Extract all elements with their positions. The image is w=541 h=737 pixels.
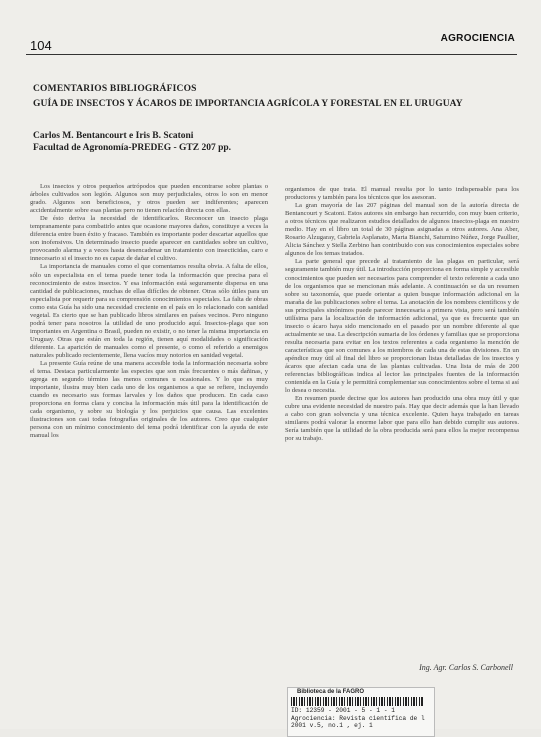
label-id: ID: 12359 - 2001 - 5 - 1 - 1 [291,707,395,715]
header-rule [26,54,517,55]
paragraph: De ésto deriva la necesidad de identificarlos. Reconocer un insecto plaga tempranamente para combatirlo antes que ocasione mayores daños, constituye a veces la diferencia entre buen éxito y fracaso. También es importante poder descartar aquellos que son inofensivos. Un determinado insecto puede aparecer en cantidades sobre un cultivo, provocando alarma y a veces hasta desencadenar un tratamiento con insecticidas, caro e innecesario si el insecto no es capaz de dañar el cultivo. [30,215,268,263]
paragraph: La parte general que precede al tratamiento de las plagas en particular, será seguramente también muy útil. La introducción proporciona en forma simple y accesible conocimientos que pueden ser necesarios para comprender el texto referente a cada uno de los organismos que se mencionan más adelante. A continuación se da un resumen sobre su taxonomía, que puede orientar a quien busque información adicional en la maraña de las publicaciones sobre el tema. La anotación de los nombres científicos y de sus principales sinónimos puede parecer innecesaria a primera vista, pero será también utilísima para la localización de información adicional, ya que es frecuente que un insecto o ácaro haya sido mencionado en el pasado por un nombre diferente al que actualmente se usa. La descripción sumaria de los órdenes y familias que se proporciona resulta necesaria para evitar en los textos referentes a cada organismo la mención de características que son comunes a los miembros de cada una de estas divisiones. En un apéndice muy útil al final del libro se proporcionan listas detalladas de los insectos y ácaros que afectan cada una de las plantas cultivadas. Una lista de más de 200 referencias bibliográficas indica al lector las principales fuentes de la información contenida en la Guía y le permitirá complementar sus conocimientos sobre el tema si así lo desea o necesita. [285,258,520,395]
section-title: COMENTARIOS BIBLIOGRÁFICOS [33,84,197,94]
paragraph: organismos de que trata. El manual resulta por lo tanto indispensable para los productores y también para los técnicos que los asesoran. [285,186,519,202]
barcode [291,697,424,706]
authors: Carlos M. Bentancourt e Iris B. Scatoni [33,131,194,141]
left-column [30,183,268,441]
right-column [285,186,519,444]
affiliation: Facultad de Agronomía-PREDEG - GTZ 207 pp. [33,143,232,153]
journal-name: AGROCIENCIA [440,33,515,44]
paragraph: La gran mayoría de las 207 páginas del manual son de la autoría directa de Bentancourt y Scatoni. Estos autores sin embargo han recurrido, con muy buen criterio, a otros técnicos que realizaron estudios detallados de algunos insectos-plaga en nuestro medio. Hay en el libro un total de 30 páginas asignadas a otros autores. Ana Aber, Rosario Alzugaray, Gabriela Asplanato, Marta Bianchi, Saturnino Núñez, Jorge Paullier, Alicia Sánchez y Stella Zerbino han contribuido con sus conocimientos especiales sobre algunos de los temas tratados. [285,202,519,258]
paragraph: En resumen puede decirse que los autores han producido una obra muy útil y que cubre una evidente necesidad de nuestro país. Hay que decir además que la han llevado a cabo con gran solvencia y una técnica excelente. Quien haya trabajado en tareas similares podrá valorar la enorme labor que para ello han debido cumplir sus autores. Sería también que la utilidad de la obra producida será para ellos la mejor recompensa por su trabajo. [285,395,519,443]
page-number: 104 [30,38,52,53]
library-name: Biblioteca de la FAGRO [297,689,365,695]
label-volume: 2001 v.5, no.1 , ej. 1 [291,722,373,730]
reviewer-signature: Ing. Agr. Carlos S. Carbonell [419,663,513,672]
library-label [287,687,435,737]
paragraph: La presente Guía reúne de una manera accesible toda la información necesaria sobre el tema. Destaca particularmente las especies que son más frecuentes o más dañinas, y agrega en segundo término las menos comunes u ocasionales. Y lo que es muy importante, ilustra muy bien cada uno de los organismos a que se refiere, incluyendo cuando es necesario sus formas larvales y los daños que producen. En cada caso proporciona en forma clara y concisa la información más útil para la identificación de cada organismo, y sobre su biología y los perjuicios que causa. Las excelentes ilustraciones son casi todas fotografías originales de los autores. Creo que cualquier persona con un mínimo conocimiento del tema podrá identificar con la ayuda de este manual los [30,360,268,440]
label-title: Agrociencia: Revista científica de l [291,714,425,722]
paragraph: La importancia de manuales como el que comentamos resulta obvia. A falta de ellos, sólo un especialista en el tema puede tener toda la información que precisa para el reconocimiento de estos insectos. Y esa información está seguramente dispersa en una cantidad de publicaciones, muchas de ellas difíciles de obtener. Otras sólo útiles para un especialista por requerir para su comprensión conocimientos especiales. La falta de obras como esta Guía ha sido una necesidad creciente en el país en lo relacionado con sanidad vegetal. Es cierto que se han publicado libros similares en países vecinos. Pero ninguno podrá tener para nosotros la utilidad de uno producido aquí. Insectos-plaga que son importantes en Argentina o Brasil, pueden no existir, o no tener la misma importancia en Uruguay. Otras que están en toda la región, tienen aquí modalidades o significación diferente. La aparición de manuales como el presente, o como el referido a enemigos naturales publicado recientemente, llena vacíos muy notorios en sanidad vegetal. [30,263,268,359]
article-title: GUÍA DE INSECTOS Y ÁCAROS DE IMPORTANCIA AGRÍCOLA Y FORESTAL EN EL URUGUAY [33,99,463,109]
paragraph: Los insectos y otros pequeños artrópodos que pueden encontrarse sobre plantas o árboles cultivados son legión. Algunos son muy perjudiciales, otros lo son en menor grado. Algunos son beneficiosos, y otros pueden ser indiferentes; aparecen accidentalmente sobre esas plantas pero no tienen relación directa con ellas. [30,183,268,215]
